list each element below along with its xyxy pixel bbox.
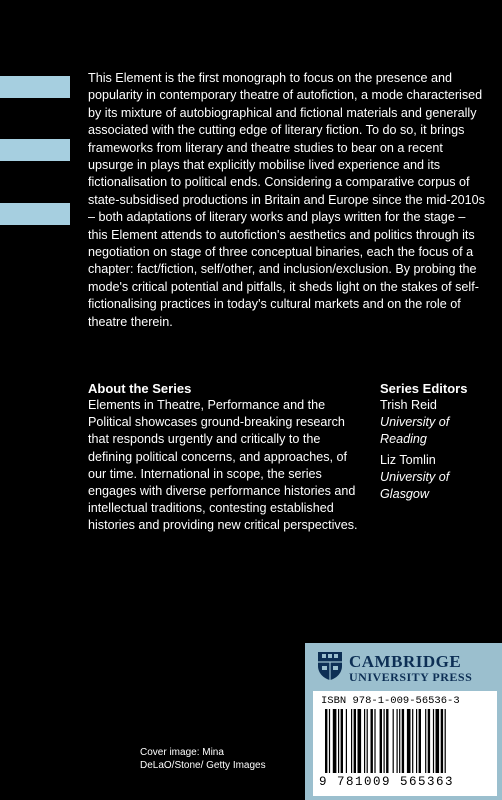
cover-image-credit: Cover image: Mina DeLaO/Stone/ Getty Images	[140, 747, 266, 771]
editor-affiliation: University of Glasgow	[380, 469, 450, 502]
editor-name: Trish Reid	[380, 398, 437, 412]
decorative-stripe	[0, 76, 70, 98]
about-series	[88, 380, 368, 535]
isbn-label: ISBN 978-1-009-56536-3	[321, 695, 460, 707]
decorative-stripe	[0, 139, 70, 161]
publisher-panel	[305, 643, 502, 800]
barcode-bars-icon	[325, 709, 485, 773]
publisher-subtitle: UNIVERSITY PRESS	[349, 670, 473, 684]
barcode-digits: 9 781009 565363	[319, 775, 455, 789]
about-series-heading: About the Series	[88, 381, 192, 396]
barcode	[313, 691, 497, 796]
series-editors-heading: Series Editors	[380, 381, 468, 396]
book-blurb: This Element is the first monograph to focus on the presence and popularity in contemporary theatre of autofiction, a mode characterised by its mixture of autobiographical and fictional materials and generally associated with the cutting edge of literary fiction. To do so, it brings frameworks from literary and theatre studies to bear on a recent upsurge in plays that explicitly mobilise lived experience and its fictionalisation to political ends. Considering a comparative corpus of state-subsidised productions in Britain and Europe since the mid-2010s – both adaptations of literary works and plays written for the stage – this Element attends to autofiction's aesthetics and politics through its negotiation on stage of three conceptual binaries, each the focus of a chapter: fact/fiction, self/other, and inclusion/exclusion. By probing the mode's critical potential and pitfalls, it sheds light on the stakes of self-fictionalising practices in today's cultural markets and on the role of theatre therein.	[88, 71, 485, 329]
university-crest-icon	[317, 651, 343, 681]
editor-affiliation: University of Reading	[380, 415, 450, 447]
decorative-stripe	[0, 203, 70, 225]
publisher-name: CAMBRIDGE	[349, 652, 462, 671]
about-series-text: Elements in Theatre, Performance and the Political showcases ground-breaking research that responds urgently and critically to the defining political concerns, and approaches, of our time. International in scope, the series engages with diverse performance histories and intellectual traditions, contesting established histories and providing new critical perspectives.	[88, 398, 358, 533]
editor-name: Liz Tomlin	[380, 452, 436, 467]
series-editors	[380, 380, 495, 506]
